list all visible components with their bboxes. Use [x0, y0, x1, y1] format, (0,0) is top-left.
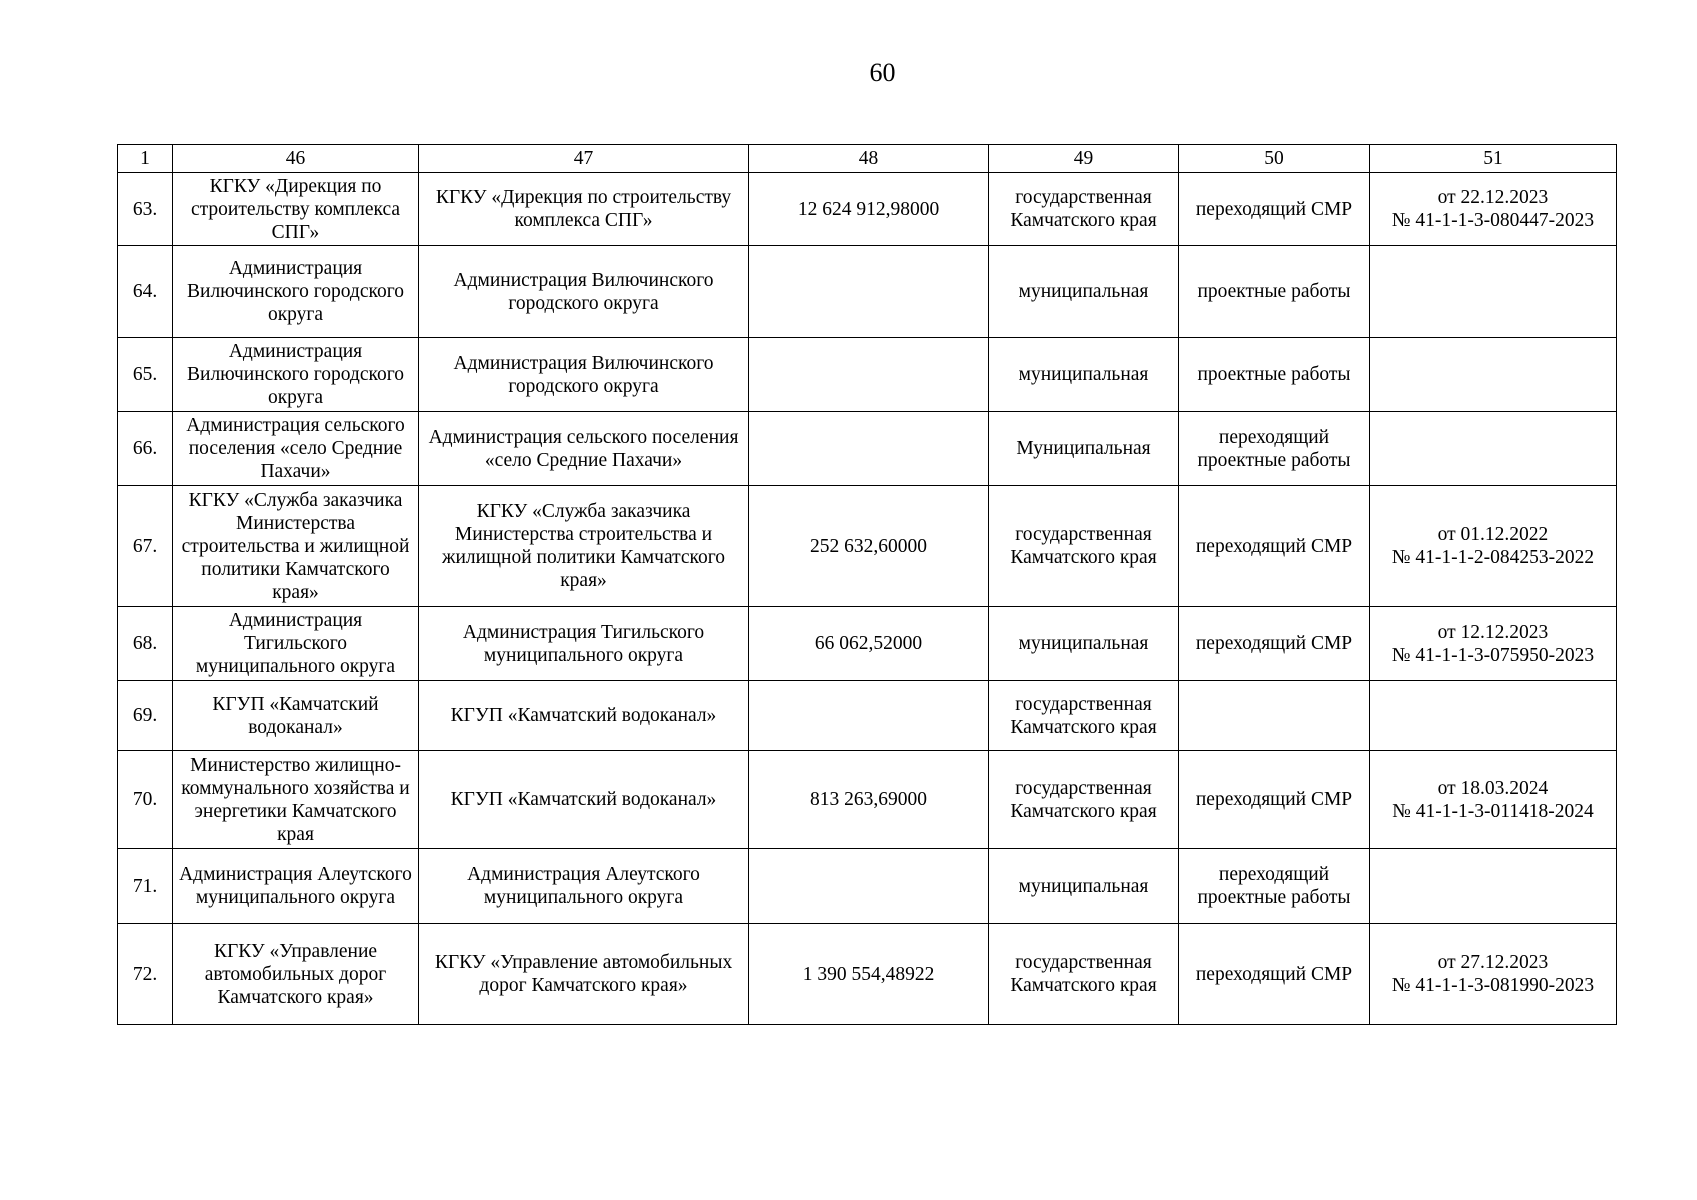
work-type-cell: переходящий проектные работы: [1179, 412, 1370, 486]
customer-cell: Администрация Тигильского муниципального округа: [173, 607, 419, 681]
column-header: 49: [989, 145, 1179, 173]
work-type-cell: переходящий проектные работы: [1179, 849, 1370, 924]
ownership-cell: Муниципальная: [989, 412, 1179, 486]
customer-cell: Администрация Вилючинского городского округа: [173, 338, 419, 412]
row-number: 69.: [118, 681, 173, 751]
expertise-date: от 27.12.2023: [1437, 952, 1549, 973]
row-number: 66.: [118, 412, 173, 486]
expertise-cell: [1370, 607, 1617, 681]
ownership-cell: муниципальная: [989, 338, 1179, 412]
column-header: 47: [419, 145, 749, 173]
row-number: 65.: [118, 338, 173, 412]
table-row: [118, 246, 1617, 338]
table-row: [118, 751, 1617, 849]
header-row: [118, 145, 1617, 173]
column-header: 1: [118, 145, 173, 173]
customer-cell: Министерство жилищно-коммунального хозяйства и энергетики Камчатского края: [173, 751, 419, 849]
amount-cell: [749, 681, 989, 751]
ownership-cell: государственная Камчатского края: [989, 681, 1179, 751]
expertise-date: от 18.03.2024: [1437, 777, 1549, 799]
developer-cell: КГКУ «Дирекция по строительству комплекса СПГ»: [419, 173, 749, 246]
table-row: [118, 849, 1617, 924]
work-type-cell: переходящий СМР: [1179, 924, 1370, 1025]
expertise-cell: [1370, 849, 1617, 924]
ownership-cell: государственная Камчатского края: [989, 924, 1179, 1025]
developer-cell: Администрация Вилючинского городского округа: [419, 246, 749, 338]
row-number: 63.: [118, 173, 173, 246]
customer-cell: КГКУ «Дирекция по строительству комплекса СПГ»: [173, 173, 419, 246]
developer-cell: Администрация Алеутского муниципального округа: [419, 849, 749, 924]
row-number: 71.: [118, 849, 173, 924]
amount-cell: [749, 849, 989, 924]
expertise-cell: [1370, 173, 1617, 246]
column-header: 46: [173, 145, 419, 173]
amount-cell: 252 632,60000: [749, 486, 989, 607]
expertise-cell: [1370, 924, 1617, 1025]
work-type-cell: проектные работы: [1179, 338, 1370, 412]
expertise-number: № 41-1-1-2-084253-2022: [1391, 547, 1595, 568]
work-type-cell: переходящий СМР: [1179, 173, 1370, 246]
expertise-number: № 41-1-1-3-081990-2023: [1391, 975, 1595, 996]
expertise-date: от 01.12.2022: [1437, 524, 1549, 545]
work-type-cell: переходящий СМР: [1179, 751, 1370, 849]
developer-cell: Администрация Тигильского муниципального округа: [419, 607, 749, 681]
ownership-cell: государственная Камчатского края: [989, 173, 1179, 246]
column-header: 48: [749, 145, 989, 173]
expertise-cell: [1370, 751, 1617, 849]
developer-cell: КГУП «Камчатский водоканал»: [419, 751, 749, 849]
table-header: [118, 145, 1617, 173]
work-type-cell: [1179, 681, 1370, 751]
expertise-cell: [1370, 486, 1617, 607]
amount-cell: 813 263,69000: [749, 751, 989, 849]
row-number: 68.: [118, 607, 173, 681]
developer-cell: КГКУ «Управление автомобильных дорог Камчатского края»: [419, 924, 749, 1025]
row-number: 70.: [118, 751, 173, 849]
row-number: 64.: [118, 246, 173, 338]
amount-cell: 1 390 554,48922: [749, 924, 989, 1025]
expertise-number: № 41-1-1-3-075950-2023: [1391, 644, 1595, 666]
customer-cell: Администрация Алеутского муниципального округа: [173, 849, 419, 924]
work-type-cell: переходящий СМР: [1179, 486, 1370, 607]
expertise-cell: [1370, 338, 1617, 412]
table-row: [118, 681, 1617, 751]
ownership-cell: муниципальная: [989, 849, 1179, 924]
table-row: [118, 486, 1617, 607]
table-row: [118, 338, 1617, 412]
customer-cell: Администрация Вилючинского городского округа: [173, 246, 419, 338]
ownership-cell: государственная Камчатского края: [989, 486, 1179, 607]
row-number: 67.: [118, 486, 173, 607]
page-number: 60: [869, 58, 896, 87]
customer-cell: КГКУ «Служба заказчика Министерства строительства и жилищной политики Камчатского края»: [173, 486, 419, 607]
developer-cell: КГКУ «Служба заказчика Министерства строительства и жилищной политики Камчатского края»: [419, 486, 749, 607]
developer-cell: Администрация Вилючинского городского округа: [419, 338, 749, 412]
amount-cell: [749, 412, 989, 486]
ownership-cell: муниципальная: [989, 607, 1179, 681]
work-type-cell: проектные работы: [1179, 246, 1370, 338]
data-table: [117, 144, 1617, 1025]
table-row: [118, 173, 1617, 246]
customer-cell: Администрация сельского поселения «село Средние Пахачи»: [173, 412, 419, 486]
amount-cell: [749, 338, 989, 412]
expertise-date: от 22.12.2023: [1437, 187, 1549, 208]
expertise-number: № 41-1-1-3-011418-2024: [1392, 800, 1594, 822]
column-header: 51: [1370, 145, 1617, 173]
row-number: 72.: [118, 924, 173, 1025]
amount-cell: 12 624 912,98000: [749, 173, 989, 246]
amount-cell: 66 062,52000: [749, 607, 989, 681]
customer-cell: КГУП «Камчатский водоканал»: [173, 681, 419, 751]
table-row: [118, 607, 1617, 681]
ownership-cell: государственная Камчатского края: [989, 751, 1179, 849]
expertise-cell: [1370, 412, 1617, 486]
table-body: [118, 173, 1617, 1025]
work-type-cell: переходящий СМР: [1179, 607, 1370, 681]
expertise-date: от 12.12.2023: [1437, 621, 1549, 643]
developer-cell: КГУП «Камчатский водоканал»: [419, 681, 749, 751]
table-row: [118, 924, 1617, 1025]
developer-cell: Администрация сельского поселения «село Средние Пахачи»: [419, 412, 749, 486]
column-header: 50: [1179, 145, 1370, 173]
ownership-cell: муниципальная: [989, 246, 1179, 338]
expertise-cell: [1370, 681, 1617, 751]
customer-cell: КГКУ «Управление автомобильных дорог Камчатского края»: [173, 924, 419, 1025]
amount-cell: [749, 246, 989, 338]
expertise-cell: [1370, 246, 1617, 338]
table-row: [118, 412, 1617, 486]
expertise-number: № 41-1-1-3-080447-2023: [1391, 210, 1595, 231]
